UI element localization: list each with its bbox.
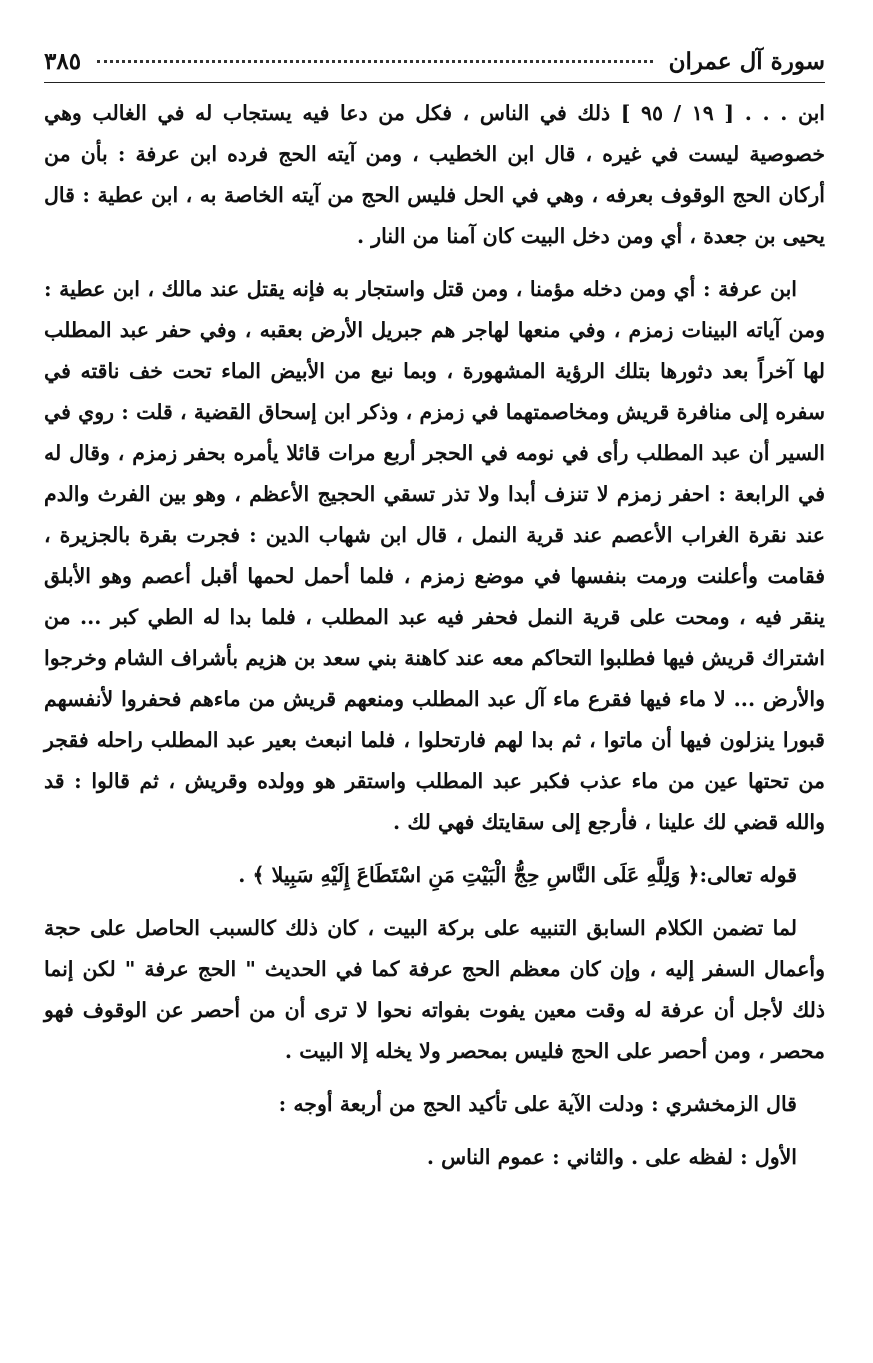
page-header <box>44 40 825 83</box>
paragraph-3: لما تضمن الكلام السابق التنبيه على بركة البيت ، كان ذلك كالسبب الحاصل على حجة وأعمال السفر إليه ، وإن كان معظم الحج عرفة كما في الحديث " الحج عرفة " لكن إنما ذلك لأجل أن عرفة له وقت معين يفوت بفواته نحوا لا ترى أن من أحصر عن الوقوف فهو محصر ، ومن أحصر على الحج فليس بمحصر ولا يخله إلا البيت . <box>44 916 825 1063</box>
paragraph-1: ابن . . . [ ١٩ / ٩٥ ] ذلك في الناس ، فكل من دعا فيه يستجاب له في الغالب وهي خصوصية ليست في غيره ، قال ابن الخطيب ، ومن آيته الحج فرده ابن عرفة : بأن من أركان الحج الوقوف بعرفه ، وهي في الحل فليس الحج من آيته الخاصة به ، ابن عطية : قال يحيى بن جعدة ، أي ومن دخل البيت كان آمنا من النار . <box>44 101 825 248</box>
page-body <box>44 93 825 1178</box>
header-dotted-rule <box>97 60 653 63</box>
paragraph-4: قال الزمخشري : ودلت الآية على تأكيد الحج من أربعة أوجه : <box>278 1092 797 1116</box>
paragraph-2: ابن عرفة : أي ومن دخله مؤمنا ، ومن قتل واستجار به فإنه يقتل عند مالك ، ابن عطية : ومن آياته البينات زمزم ، وفي منعها لهاجر هم جبريل الأرض بعقبه ، وفي حفر عبد المطلب لها آخراً بعد دثورها بتلك الرؤية المشهورة ، وبما نبع من الأبيض الماء تحت خف ناقته في سفره إلى منافرة قريش ومخاصمتهما في زمزم ، وذكر ابن إسحاق القضية ، قلت : روي في السير أن عبد المطلب رأى في نومه في الحجر أربع مرات قائلا يأمره بحفر زمزم ، وقال له في الرابعة : احفر زمزم لا تنزف أبدا ولا تذر تسقي الحجيج الأعظم ، وهو بين الفرث والدم عند نقرة الغراب الأعصم عند قرية النمل ، قال ابن شهاب الدين : فجرت بقرة بالجزيرة ، فقامت وأعلنت ورمت بنفسها في موضع زمزم ، فلما أحمل لحمها أقبل أعصم وهو الأبلق ينقر فيه ، ومحت على قرية النمل فحفر فيه عبد المطلب ، فلما بدا له الطي كبر ... من اشتراك قريش فيها فطلبوا التحاكم معه عند كاهنة بني سعد بن هزيم بأشراف الشام وخرجوا والأرض ... لا ماء فيها فقرع ماء آل عبد المطلب ومنعهم قريش من ماءهم فحفروا لأنفسهم قبورا ينزلون فيها أن ماتوا ، ثم بدا لهم فارتحلوا ، فلما انبعث بعير عبد المطلب راحله فقجر من تحتها عين من ماء عذب فكبر عبد المطلب واستقر هو وولده وقريش ، ثم قالوا : قد والله قضي لك علينا ، فأرجع إلى سقايتك فهي لك . <box>44 277 825 834</box>
page-number: ٣٨٥ <box>44 47 82 75</box>
quran-verse: قوله تعالى:﴿ وَلِلَّهِ عَلَى النَّاسِ حِجُّ الْبَيْتِ مَنِ اسْتَطَاعَ إِلَيْهِ سَبِيلا ﴾ . <box>238 863 797 887</box>
surah-title: سورة آل عمران <box>668 47 825 75</box>
paragraph-5: الأول : لفظه على . والثاني : عموم الناس . <box>426 1145 797 1169</box>
